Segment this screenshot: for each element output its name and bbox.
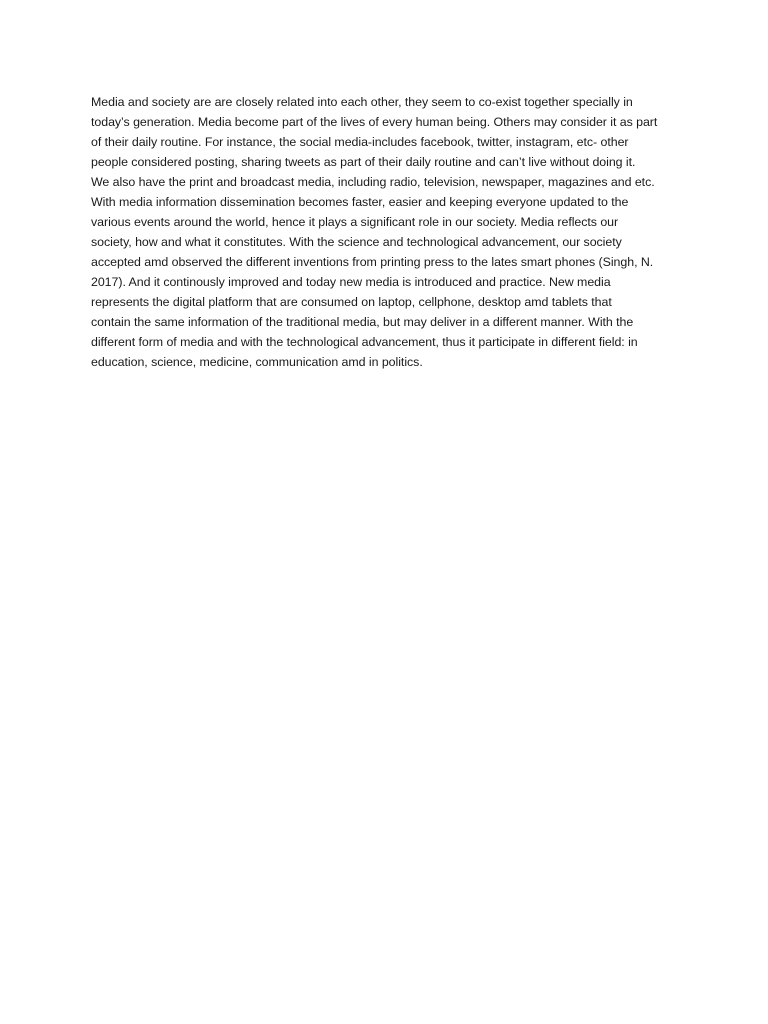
paragraph-line: various events around the world, hence it plays a significant role in our society. Media reflects our	[91, 215, 619, 229]
paragraph-line: contain the same information of the traditional media, but may deliver in a different manner. With the	[91, 315, 634, 329]
paragraph-line: Media and society are are closely related into each other, they seem to co-exist together specially in	[91, 95, 633, 109]
paragraph-line: society, how and what it constitutes. With the science and technological advancement, our society	[91, 235, 622, 249]
paragraph-line: We also have the print and broadcast media, including radio, television, newspaper, magazines and etc.	[91, 175, 655, 189]
paragraph-line: accepted amd observed the different inventions from printing press to the lates smart phones (Singh, N.	[91, 255, 654, 269]
paragraph-line: of their daily routine. For instance, the social media-includes facebook, twitter, instagram, etc- other	[91, 135, 629, 149]
paragraph-line: different form of media and with the technological advancement, thus it participate in different field: in	[91, 335, 638, 349]
paragraph-line: people considered posting, sharing tweets as part of their daily routine and can’t live without doing it.	[91, 155, 636, 169]
body-paragraph	[91, 92, 691, 372]
paragraph-line: represents the digital platform that are consumed on laptop, cellphone, desktop amd tablets that	[91, 295, 612, 309]
paragraph-line: education, science, medicine, communication amd in politics.	[91, 355, 423, 369]
paragraph-line: 2017). And it continously improved and today new media is introduced and practice. New media	[91, 275, 611, 289]
paragraph-line: With media information dissemination becomes faster, easier and keeping everyone updated to the	[91, 195, 629, 209]
paragraph-line: today’s generation. Media become part of the lives of every human being. Others may consider it as part	[91, 115, 658, 129]
